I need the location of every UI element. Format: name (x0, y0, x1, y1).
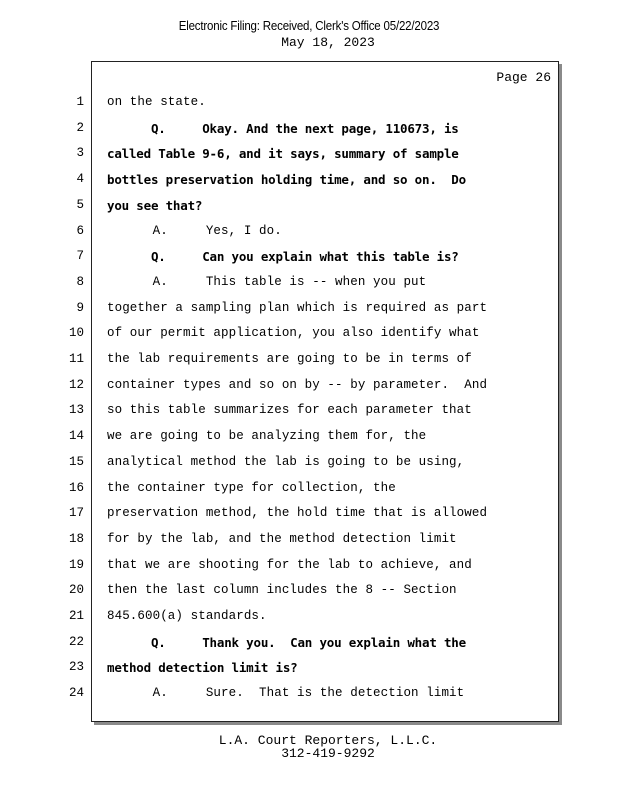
filing-stamp: Electronic Filing: Received, Clerk's Office 05/22/2023 (178, 19, 440, 33)
transcript-line: preservation method, the hold time that is allowed (107, 506, 488, 520)
transcript-line: Q. Can you explain what this table is? (107, 249, 459, 264)
transcript-line: A. This table is -- when you put (107, 275, 427, 289)
transcript-line: together a sampling plan which is required as part (107, 301, 488, 315)
reporter-phone: 312-419-9292 (281, 746, 375, 761)
transcript-line: so this table summarizes for each parameter that (107, 403, 472, 417)
line-number: 11 (68, 352, 84, 366)
transcript-line: called Table 9-6, and it says, summary of sample (107, 146, 459, 161)
transcript-line: Q. Okay. And the next page, 110673, is (107, 121, 459, 136)
line-number: 1 (76, 95, 84, 109)
line-number: 2 (76, 121, 84, 135)
line-number: 3 (76, 146, 84, 160)
line-number: 12 (68, 378, 84, 392)
line-number: 13 (68, 403, 84, 417)
line-number: 18 (68, 532, 84, 546)
transcript-line: A. Sure. That is the detection limit (107, 686, 465, 700)
line-number: 14 (68, 429, 84, 443)
reporter-company: L.A. Court Reporters, L.L.C. (218, 733, 438, 748)
transcript-line: Q. Thank you. Can you explain what the (107, 635, 466, 650)
line-number: 6 (76, 224, 84, 238)
line-number: 21 (68, 609, 84, 623)
transcript-date: May 18, 2023 (281, 35, 375, 50)
line-number: 19 (68, 558, 84, 572)
line-number: 4 (76, 172, 84, 186)
transcript-line: 845.600(a) standards. (107, 609, 267, 623)
transcript-line: we are going to be analyzing them for, the (107, 429, 427, 443)
transcript-line: analytical method the lab is going to be using, (107, 455, 465, 469)
transcript-line: on the state. (107, 95, 206, 109)
line-number: 5 (76, 198, 84, 212)
transcript-line: A. Yes, I do. (107, 224, 282, 238)
transcript-line: of our permit application, you also identify what (107, 326, 480, 340)
transcript-line: method detection limit is? (107, 660, 298, 675)
line-number: 22 (68, 635, 84, 649)
transcript-line: that we are shooting for the lab to achieve, and (107, 558, 472, 572)
transcript-line: for by the lab, and the method detection limit (107, 532, 457, 546)
transcript-line: bottles preservation holding time, and so on. Do (107, 172, 466, 187)
line-number: 10 (68, 326, 84, 340)
line-number: 20 (68, 583, 84, 597)
page-number: Page 26 (496, 70, 551, 85)
line-number: 8 (76, 275, 84, 289)
line-number: 16 (68, 481, 84, 495)
line-number: 15 (68, 455, 84, 469)
transcript-line: then the last column includes the 8 -- Section (107, 583, 457, 597)
transcript-line: the lab requirements are going to be in terms of (107, 352, 472, 366)
transcript-line: the container type for collection, the (107, 481, 396, 495)
line-number: 24 (68, 686, 84, 700)
transcript-line: you see that? (107, 198, 203, 213)
line-number: 9 (76, 301, 84, 315)
line-number: 17 (68, 506, 84, 520)
line-number: 23 (68, 660, 84, 674)
transcript-line: container types and so on by -- by parameter. And (107, 378, 488, 392)
line-number: 7 (76, 249, 84, 263)
